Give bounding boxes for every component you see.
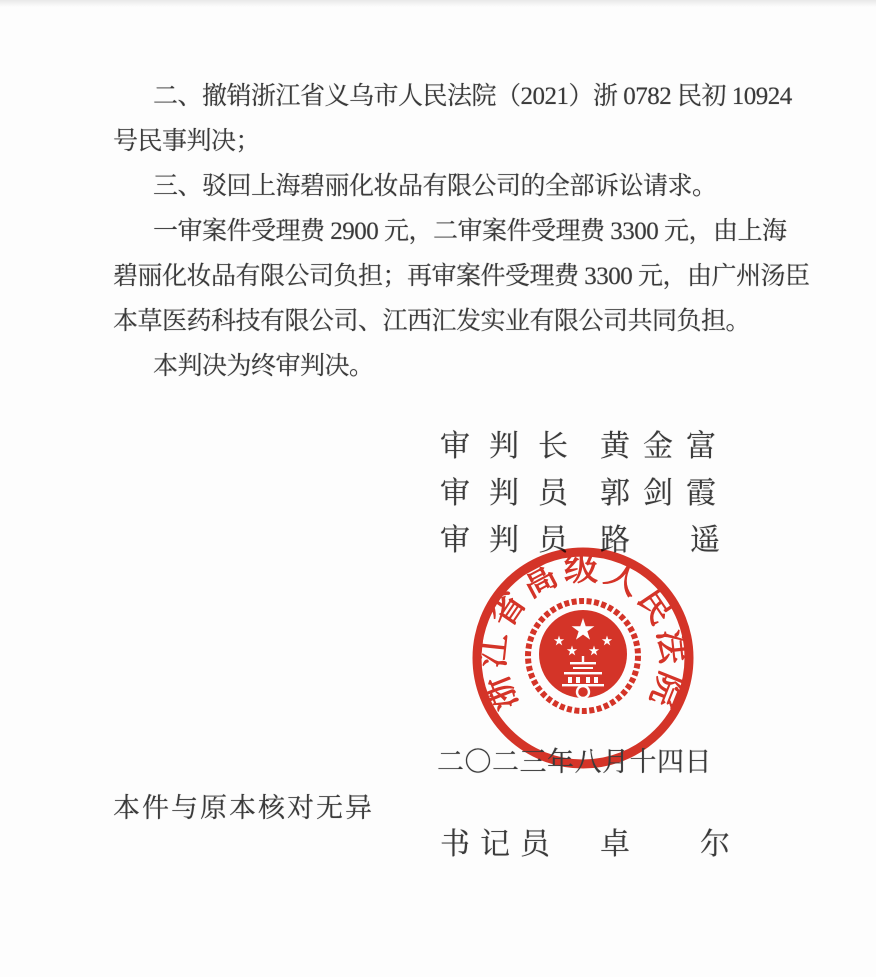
judge-role: 审判员	[440, 477, 587, 510]
body-line: 本草医药科技有限公司、江西汇发实业有限公司共同负担。	[113, 308, 751, 335]
judge-role: 审判员	[440, 524, 587, 557]
presiding-judge-row	[440, 431, 780, 462]
body-line: 三、驳回上海碧丽化妆品有限公司的全部诉讼请求。	[153, 173, 717, 200]
body-line: 碧丽化妆品有限公司负担；再审案件受理费 3300 元，由广州汤臣	[113, 263, 810, 290]
judge-name: 路遥	[600, 524, 780, 557]
national-emblem-icon	[528, 601, 638, 711]
clerk-name: 卓尔	[600, 828, 800, 861]
body-line: 二、撤销浙江省义乌市人民法院（2021）浙 0782 民初 10924	[153, 83, 792, 110]
scan-edge-shadow	[0, 0, 876, 7]
judgment-body	[113, 74, 833, 389]
court-seal	[468, 543, 698, 773]
judge-row	[440, 478, 780, 509]
seal-court-name: 浙江省高级人民法院	[474, 551, 692, 716]
judgment-date: 二〇二三年八月十四日	[437, 747, 712, 777]
clerk-signature	[440, 829, 800, 860]
body-line: 号民事判决；	[113, 128, 261, 155]
judge-name: 郭剑霞	[600, 477, 729, 510]
judge-role: 审判长	[440, 430, 587, 463]
clerk-role: 书记员	[440, 828, 560, 861]
judge-name: 黄金富	[600, 430, 729, 463]
body-line: 一审案件受理费 2900 元，二审案件受理费 3300 元，由上海	[153, 218, 787, 245]
body-line: 本判决为终审判决。	[153, 353, 374, 380]
verification-note: 本件与原本核对无异	[113, 793, 374, 823]
